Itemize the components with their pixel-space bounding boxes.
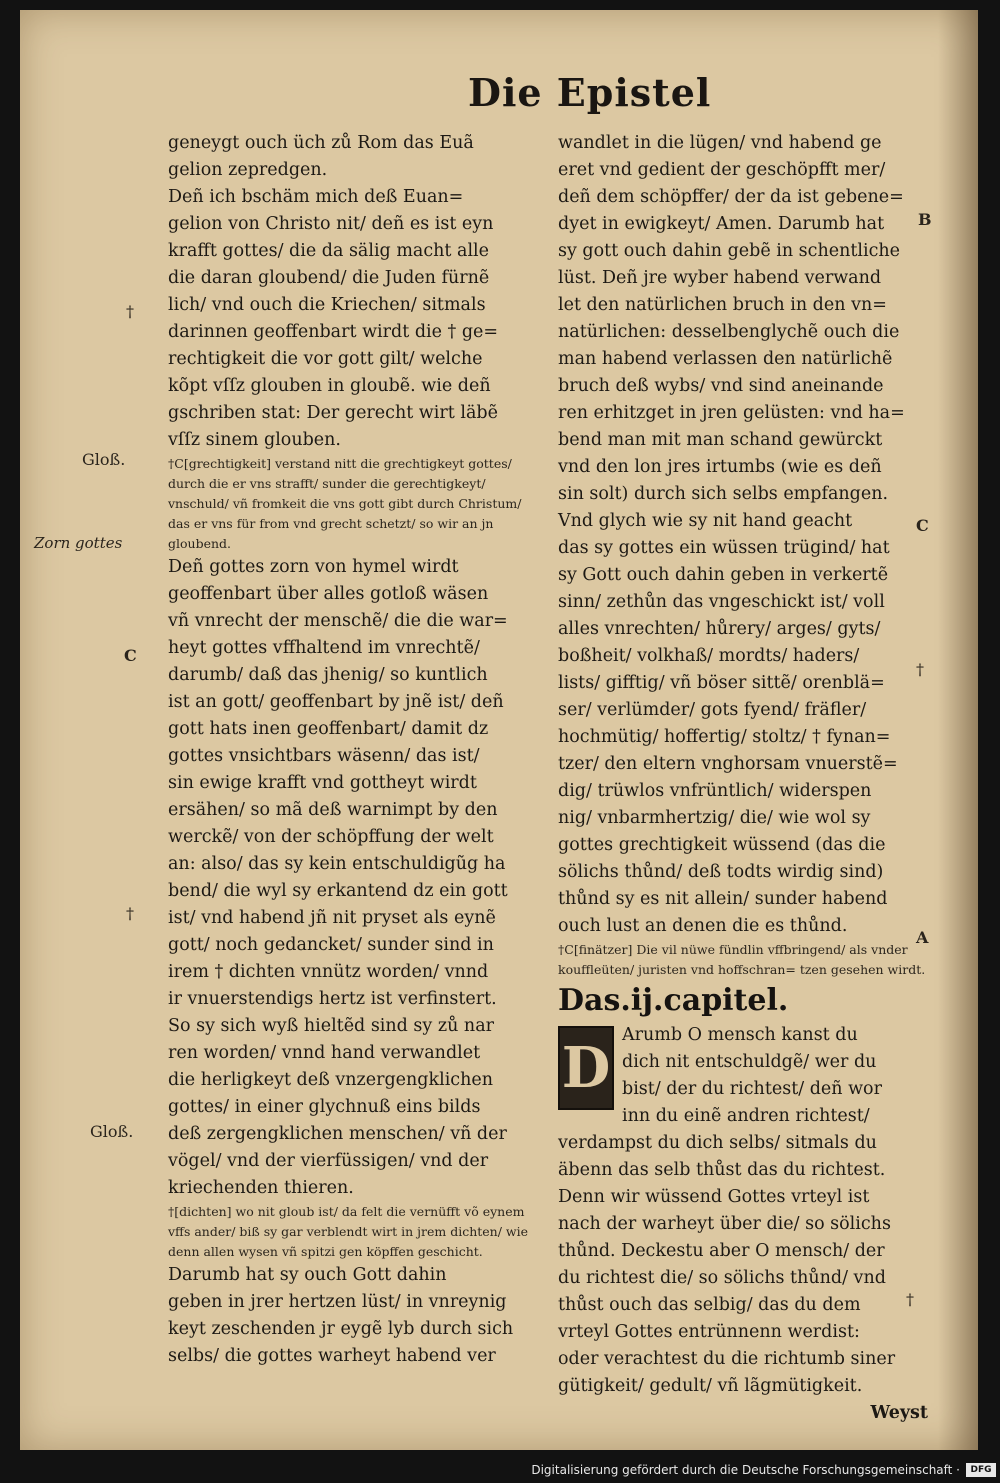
text-line: keyt zeschenden jr eygẽ lyb durch sich: [168, 1319, 514, 1339]
text-line: ir vnuerstendigs hertz ist verfinstert.: [168, 989, 497, 1009]
gloss-label: Gloß.: [82, 450, 126, 469]
text-line: vrteyl Gottes entrünnenn werdist:: [558, 1322, 860, 1342]
text-line: selbs/ die gottes warheyt habend ver: [168, 1346, 496, 1366]
text-line: bend/ die wyl sy erkantend dz ein gott: [168, 881, 508, 901]
text-line: die daran gloubend/ die Juden fürnẽ: [168, 268, 490, 288]
text-line: thůst ouch das selbig/ das du dem: [558, 1295, 861, 1315]
text-line: die herligkeyt deß vnzergengklichen: [168, 1070, 493, 1090]
gloss-label: Gloß.: [90, 1122, 134, 1141]
text-line: thůnd. Deckestu aber O mensch/ der: [558, 1241, 885, 1261]
text-line: heyt gottes vffhaltend im vnrechtẽ/: [168, 638, 480, 658]
text-line: nach der warheyt über die/ so sölichs: [558, 1214, 891, 1234]
text-line: gottes vnsichtbars wäsenn/ das ist/: [168, 746, 480, 766]
text-line: lüst. Deñ jre wyber habend verwand: [558, 268, 882, 288]
text-line: hochmütig/ hoffertig/ stoltz/ † fynan=: [558, 727, 891, 747]
book-page: [20, 10, 978, 1450]
text-line: sölichs thůnd/ deß todts wirdig sind): [558, 862, 884, 882]
text-line: thůnd sy es nit allein/ sunder habend: [558, 889, 888, 909]
dfg-logo-icon: DFG: [966, 1463, 996, 1477]
text-line: natürlichen: desselbenglychẽ ouch die: [558, 322, 900, 342]
catchword: Weyst: [870, 1403, 928, 1423]
text-line: rechtigkeit die vor gott gilt/ welche: [168, 349, 483, 369]
margin-letter: A: [916, 928, 929, 947]
text-line: tzer/ den eltern vnghorsam vnuerstẽ=: [558, 754, 898, 774]
text-line: Vnd glych wie sy nit hand geacht: [558, 511, 853, 531]
text-line: vögel/ vnd der vierfüssigen/ vnd der: [168, 1151, 489, 1171]
text-line: ouch lust an denen die es thůnd.: [558, 916, 848, 936]
text-line: geoffenbart über alles gotloß wäsen: [168, 584, 489, 604]
gloss-note: †[dichten] wo nit gloub ist/ da felt die vernüfft võ eynem vffs ander/ biß sy gar verblendt wirt in jrem dichten/ wie denn allen wysen vñ spitzi gen köpffen geschicht.: [168, 1204, 529, 1259]
text-line: Deñ gottes zorn von hymel wirdt: [168, 557, 459, 577]
text-line: let den natürlichen bruch in den vn=: [558, 295, 887, 315]
chapter-heading: Das.ij.capitel.: [558, 983, 789, 1018]
running-header: Die Epistel: [468, 70, 712, 115]
text-line: Deñ ich bschäm mich deß Euan=: [168, 187, 464, 207]
digitization-credit: [0, 1463, 1000, 1477]
text-line: darinnen geoffenbart wirdt die † ge=: [168, 322, 499, 342]
text-line: oder verachtest du die richtumb siner: [558, 1349, 896, 1369]
text-line: geneygt ouch üch zů Rom das Euã: [168, 133, 474, 153]
chapter-opening: [558, 1022, 928, 1130]
left-column: [168, 130, 540, 1370]
text-line: ren worden/ vnnd hand verwandlet: [168, 1043, 481, 1063]
margin-dagger: †: [906, 1290, 914, 1309]
text-line: sin solt) durch sich selbs empfangen.: [558, 484, 889, 504]
text-line: irem † dichten vnnütz worden/ vnnd: [168, 962, 489, 982]
text-line: vñ vnrecht der menschẽ/ die die war=: [168, 611, 508, 631]
text-line: gelion zepredgen.: [168, 160, 328, 180]
credit-text: Digitalisierung gefördert durch die Deutsche Forschungsgemeinschaft ·: [531, 1463, 960, 1477]
text-line: verdampst du dich selbs/ sitmals du: [558, 1133, 877, 1153]
text-line: ren erhitzget in jren gelüsten: vnd ha=: [558, 403, 905, 423]
text-line: gütigkeit/ gedult/ vñ lãgmütigkeit.: [558, 1376, 863, 1396]
right-column: [558, 130, 928, 1427]
text-line: Denn wir wüssend Gottes vrteyl ist: [558, 1187, 870, 1207]
text-line: bend man mit man schand gewürckt: [558, 430, 883, 450]
text-line: ser/ verlümder/ gots fyend/ fräfler/: [558, 700, 867, 720]
decorated-initial: D: [558, 1026, 614, 1110]
text-line: vnd den lon jres irtumbs (wie es deñ: [558, 457, 882, 477]
text-line: dig/ trüwlos vnfrüntlich/ widerspen: [558, 781, 872, 801]
text-line: gottes grechtigkeit wüssend (das die: [558, 835, 886, 855]
text-line: darumb/ daß das jhenig/ so kuntlich: [168, 665, 488, 685]
text-line: boßheit/ volkhaß/ mordts/ haders/: [558, 646, 860, 666]
text-line: man habend verlassen den natürlichẽ: [558, 349, 893, 369]
text-line: vſſz sinem glouben.: [168, 430, 341, 450]
text-line: sy Gott ouch dahin geben in verkertẽ: [558, 565, 889, 585]
text-line: nig/ vnbarmhertzig/ die/ wie wol sy: [558, 808, 871, 828]
text-line: kõpt vſſz glouben in gloubẽ. wie deñ: [168, 376, 491, 396]
text-line: das sy gottes ein wüssen trügind/ hat: [558, 538, 890, 558]
text-line: gott hats inen geoffenbart/ damit dz: [168, 719, 489, 739]
text-line: gottes/ in einer glychnuß eins bilds: [168, 1097, 481, 1117]
text-line: Darumb hat sy ouch Gott dahin: [168, 1265, 447, 1285]
text-line: geben in jrer hertzen lüst/ in vnreynig: [168, 1292, 507, 1312]
text-line: bist/ der du richtest/ deñ wor: [622, 1079, 882, 1099]
text-line: ist an gott/ geoffenbart by jnẽ ist/ deñ: [168, 692, 504, 712]
text-line: ist/ vnd habend jñ nit pryset als eynẽ: [168, 908, 496, 928]
text-line: ersähen/ so mã deß warnimpt by den: [168, 800, 498, 820]
text-line: Arumb O mensch kanst du: [622, 1025, 858, 1045]
margin-dagger: †: [126, 302, 134, 321]
text-line: gschriben stat: Der gerecht wirt läbẽ: [168, 403, 498, 423]
margin-dagger: †: [916, 660, 924, 679]
margin-letter: C: [916, 516, 929, 535]
text-line: inn du einẽ andren richtest/: [622, 1106, 870, 1126]
text-line: dich nit entschuldgẽ/ wer du: [622, 1052, 877, 1072]
text-line: äbenn das selb thůst das du richtest.: [558, 1160, 886, 1180]
text-line: lich/ vnd ouch die Kriechen/ sitmals: [168, 295, 486, 315]
gloss-note: †C[finätzer] Die vil nüwe fündlin vffbringend/ als vnder kouffleüten/ juristen vnd hoffschran= tzen gesehen wirdt.: [558, 942, 926, 977]
text-line: gott/ noch gedancket/ sunder sind in: [168, 935, 494, 955]
margin-dagger: †: [126, 904, 134, 923]
text-line: eret vnd gedient der geschöpfft mer/: [558, 160, 886, 180]
text-line: dyet in ewigkeyt/ Amen. Darumb hat: [558, 214, 885, 234]
text-line: an: also/ das sy kein entschuldigũg ha: [168, 854, 506, 874]
text-line: lists/ gifftig/ vñ böser sittẽ/ orenblä=: [558, 673, 885, 693]
text-line: gelion von Christo nit/ deñ es ist eyn: [168, 214, 494, 234]
page-spine-shadow: [938, 10, 978, 1450]
gloss-note: †C[grechtigkeit] verstand nitt die grechtigkeyt gottes/ durch die er vns strafft/ sunder die gerechtigkeyt/ vnschuld/ vñ fromkeit die vns gott gibt durch Christum/ das er vns für from vnd grecht schetzt/ so wir an jn gloubend.: [168, 456, 522, 551]
text-line: wandlet in die lügen/ vnd habend ge: [558, 133, 882, 153]
text-line: alles vnrechten/ hůrery/ arges/ gyts/: [558, 619, 881, 639]
text-line: bruch deß wybs/ vnd sind aneinande: [558, 376, 884, 396]
text-line: sin ewige krafft vnd gottheyt wirdt: [168, 773, 477, 793]
text-line: deñ dem schöpffer/ der da ist gebene=: [558, 187, 904, 207]
margin-letter: B: [918, 210, 932, 229]
text-line: deß zergengklichen menschen/ vñ der: [168, 1124, 507, 1144]
text-line: krafft gottes/ die da sälig macht alle: [168, 241, 489, 261]
margin-letter: C: [124, 646, 137, 665]
handwritten-note: Zorn gottes: [34, 534, 123, 552]
text-line: du richtest die/ so sölichs thůnd/ vnd: [558, 1268, 886, 1288]
text-line: kriechenden thieren.: [168, 1178, 354, 1198]
text-line: werckẽ/ von der schöpffung der welt: [168, 827, 494, 847]
text-line: So sy sich wyß hieltẽd sind sy zů nar: [168, 1016, 494, 1036]
text-line: sinn/ zethůn das vngeschickt ist/ voll: [558, 592, 885, 612]
text-line: sy gott ouch dahin gebẽ in schentliche: [558, 241, 901, 261]
